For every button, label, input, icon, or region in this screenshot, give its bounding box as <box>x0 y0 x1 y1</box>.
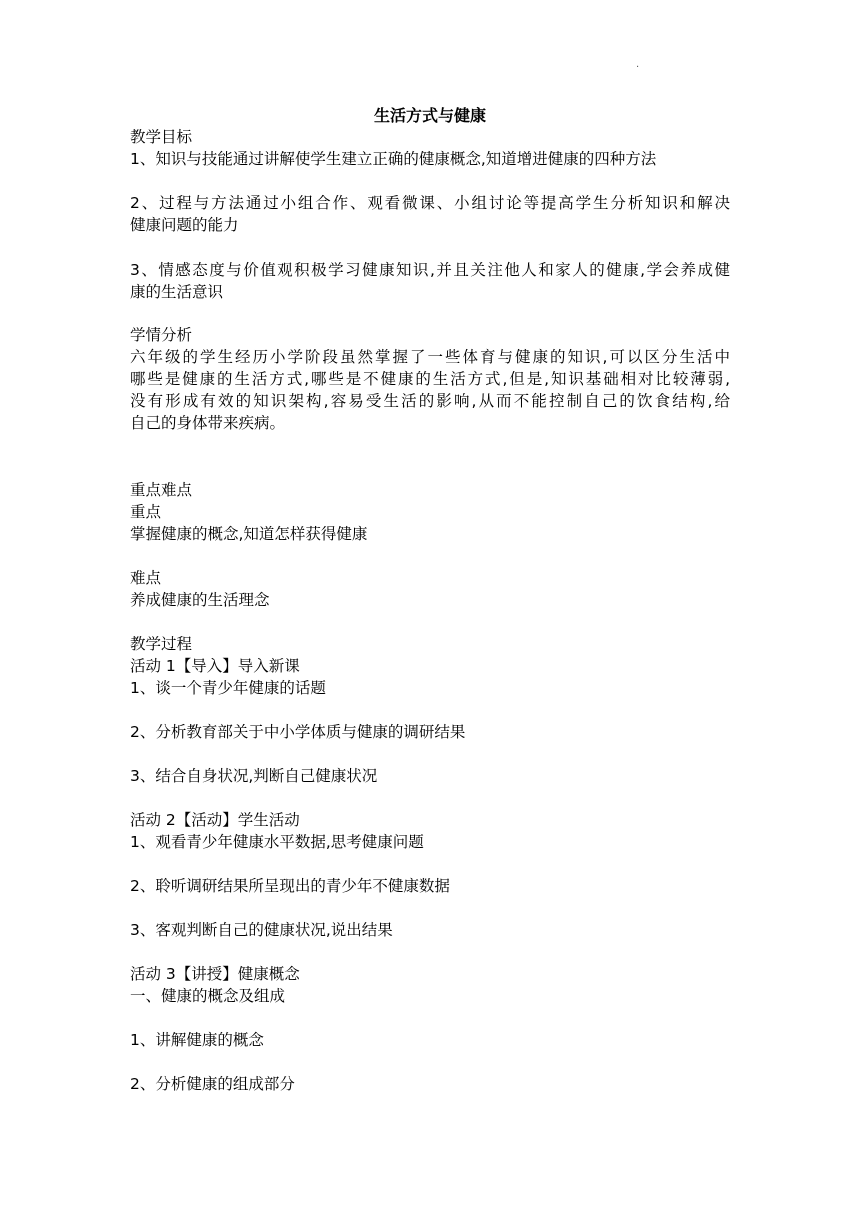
difficulty-text: 养成健康的生活理念 <box>130 591 270 609</box>
activity-2-step-2: 2、聆听调研结果所呈现出的青少年不健康数据 <box>130 877 450 895</box>
objective-item-2-line-2: 健康问题的能力 <box>130 216 239 234</box>
analysis-line-1: 六年级的学生经历小学阶段虽然掌握了一些体育与健康的知识,可以区分生活中 <box>130 348 730 366</box>
analysis-line-2: 哪些是健康的生活方式,哪些是不健康的生活方式,但是,知识基础相对比较薄弱, <box>130 370 730 388</box>
activity-2-step-1: 1、观看青少年健康水平数据,思考健康问题 <box>130 833 424 851</box>
process-heading: 教学过程 <box>130 635 193 653</box>
activity-3-subheading: 一、健康的概念及组成 <box>130 987 286 1005</box>
analysis-line-3: 没有形成有效的知识架构,容易受生活的影响,从而不能控制自己的饮食结构,给 <box>130 392 730 410</box>
activity-1-step-3: 3、结合自身状况,判断自己健康状况 <box>130 767 378 785</box>
objective-item-2-line-1: 2、过程与方法通过小组合作、观看微课、小组讨论等提高学生分析知识和解决 <box>130 194 730 212</box>
objectives-heading: 教学目标 <box>130 128 193 146</box>
activity-2-step-3: 3、客观判断自己的健康状况,说出结果 <box>130 921 393 939</box>
activity-2-title: 活动 2【活动】学生活动 <box>130 811 300 829</box>
objective-item-3-line-1: 3、情感态度与价值观积极学习健康知识,并且关注他人和家人的健康,学会养成健 <box>130 261 730 279</box>
focus-label: 重点 <box>130 503 162 521</box>
analysis-heading: 学情分析 <box>130 326 193 344</box>
activity-3-step-1: 1、讲解健康的概念 <box>130 1031 264 1049</box>
activity-1-step-2: 2、分析教育部关于中小学体质与健康的调研结果 <box>130 723 466 741</box>
activity-1-step-1: 1、谈一个青少年健康的话题 <box>130 679 326 697</box>
focus-text: 掌握健康的概念,知道怎样获得健康 <box>130 525 368 543</box>
analysis-line-4: 自己的身体带来疾病。 <box>130 414 286 432</box>
corner-mark: . <box>636 59 640 70</box>
objective-item-1: 1、知识与技能通过讲解使学生建立正确的健康概念,知道增进健康的四种方法 <box>130 150 657 168</box>
document-title: 生活方式与健康 <box>373 106 486 125</box>
key-points-heading: 重点难点 <box>130 481 193 499</box>
difficulty-label: 难点 <box>130 569 162 587</box>
activity-3-title: 活动 3【讲授】健康概念 <box>130 965 300 983</box>
activity-3-step-2: 2、分析健康的组成部分 <box>130 1075 295 1093</box>
objective-item-3-line-2: 康的生活意识 <box>130 283 224 301</box>
activity-1-title: 活动 1【导入】导入新课 <box>130 657 300 675</box>
